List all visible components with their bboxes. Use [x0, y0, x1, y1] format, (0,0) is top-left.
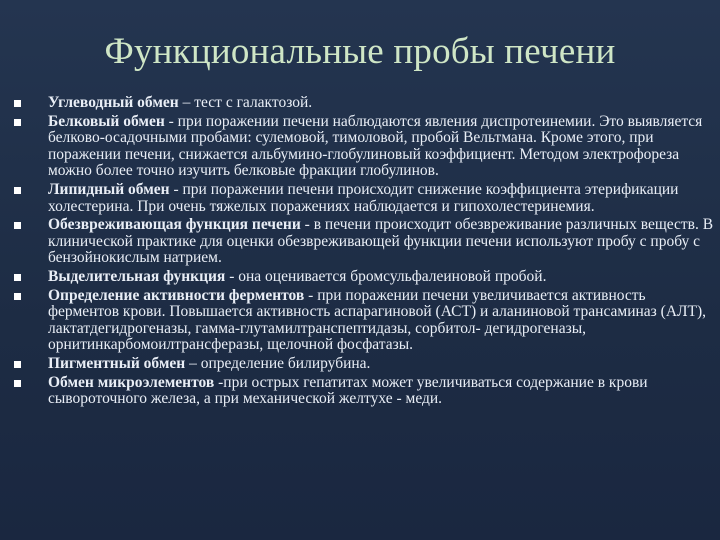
item-text: - при поражении печени наблюдаются явления диспротеинемии. Это выявляется белково-осадочными пробами: сулемовой, тимоловой, пробой Вельтмана. Кроме этого, при поражении печени, снижается альбумино-глобулиновый коэффициент. Методом электрофореза можно более точно изучить белковые фракции глобулинов.	[48, 112, 703, 180]
item-term: Пигментный обмен	[48, 354, 186, 372]
item-term: Белковый обмен	[48, 112, 165, 130]
square-bullet-icon	[14, 293, 21, 300]
list-item	[14, 217, 714, 267]
item-term: Обмен микроэлементов	[48, 373, 215, 391]
list-item	[14, 288, 714, 354]
item-text: – тест с галактозой.	[178, 94, 313, 111]
square-bullet-icon	[14, 119, 21, 126]
item-term: Обезвреживающая функция печени	[48, 216, 301, 234]
list-item	[14, 114, 714, 180]
list-item	[14, 182, 714, 215]
square-bullet-icon	[14, 361, 21, 368]
square-bullet-icon	[14, 187, 21, 194]
item-text: - при поражении печени происходит снижение коэффициента этерификации холестерина. При очень тяжелых поражениях наблюдается и гипохолестеринемия.	[48, 180, 679, 215]
item-text: - в печени происходит обезвреживание различных веществ. В клинической практике для оценки обезвреживающей функции печени используют пробу с пробу с бензойнокислым натрием.	[48, 216, 714, 267]
square-bullet-icon	[14, 222, 21, 229]
item-text: - при поражении печени увеличивается активность ферментов крови. Повышается активность аспарагиновой (АСТ) и аланиновой трансаминаз (АЛТ), лактатдегидрогеназы, гамма-глутамилтранспептидазы, сорбитол- дегидрогеназы, орнитинкарбомоилтрансферазы, щелочной фосфатазы.	[48, 286, 707, 354]
list-item	[14, 375, 714, 408]
square-bullet-icon	[14, 274, 21, 281]
list-item	[14, 269, 714, 286]
item-text: – определение билирубина.	[185, 354, 371, 372]
slide-title: Функциональные пробы печени	[104, 31, 616, 72]
item-term: Углеводный обмен	[48, 94, 179, 111]
list-item	[14, 356, 714, 373]
square-bullet-icon	[14, 100, 21, 107]
list-item	[14, 95, 714, 112]
item-text: - она оценивается бромсульфалеиновой пробой.	[225, 267, 547, 285]
square-bullet-icon	[14, 380, 21, 387]
bullet-list	[14, 95, 714, 410]
item-term: Липидный обмен	[48, 180, 170, 198]
item-text: -при острых гепатитах может увеличиваться содержание в крови сывороточного железа, а при механической желтухе - меди.	[48, 373, 648, 408]
item-term: Выделительная функция	[48, 267, 226, 285]
item-term: Определение активности ферментов	[48, 286, 305, 304]
